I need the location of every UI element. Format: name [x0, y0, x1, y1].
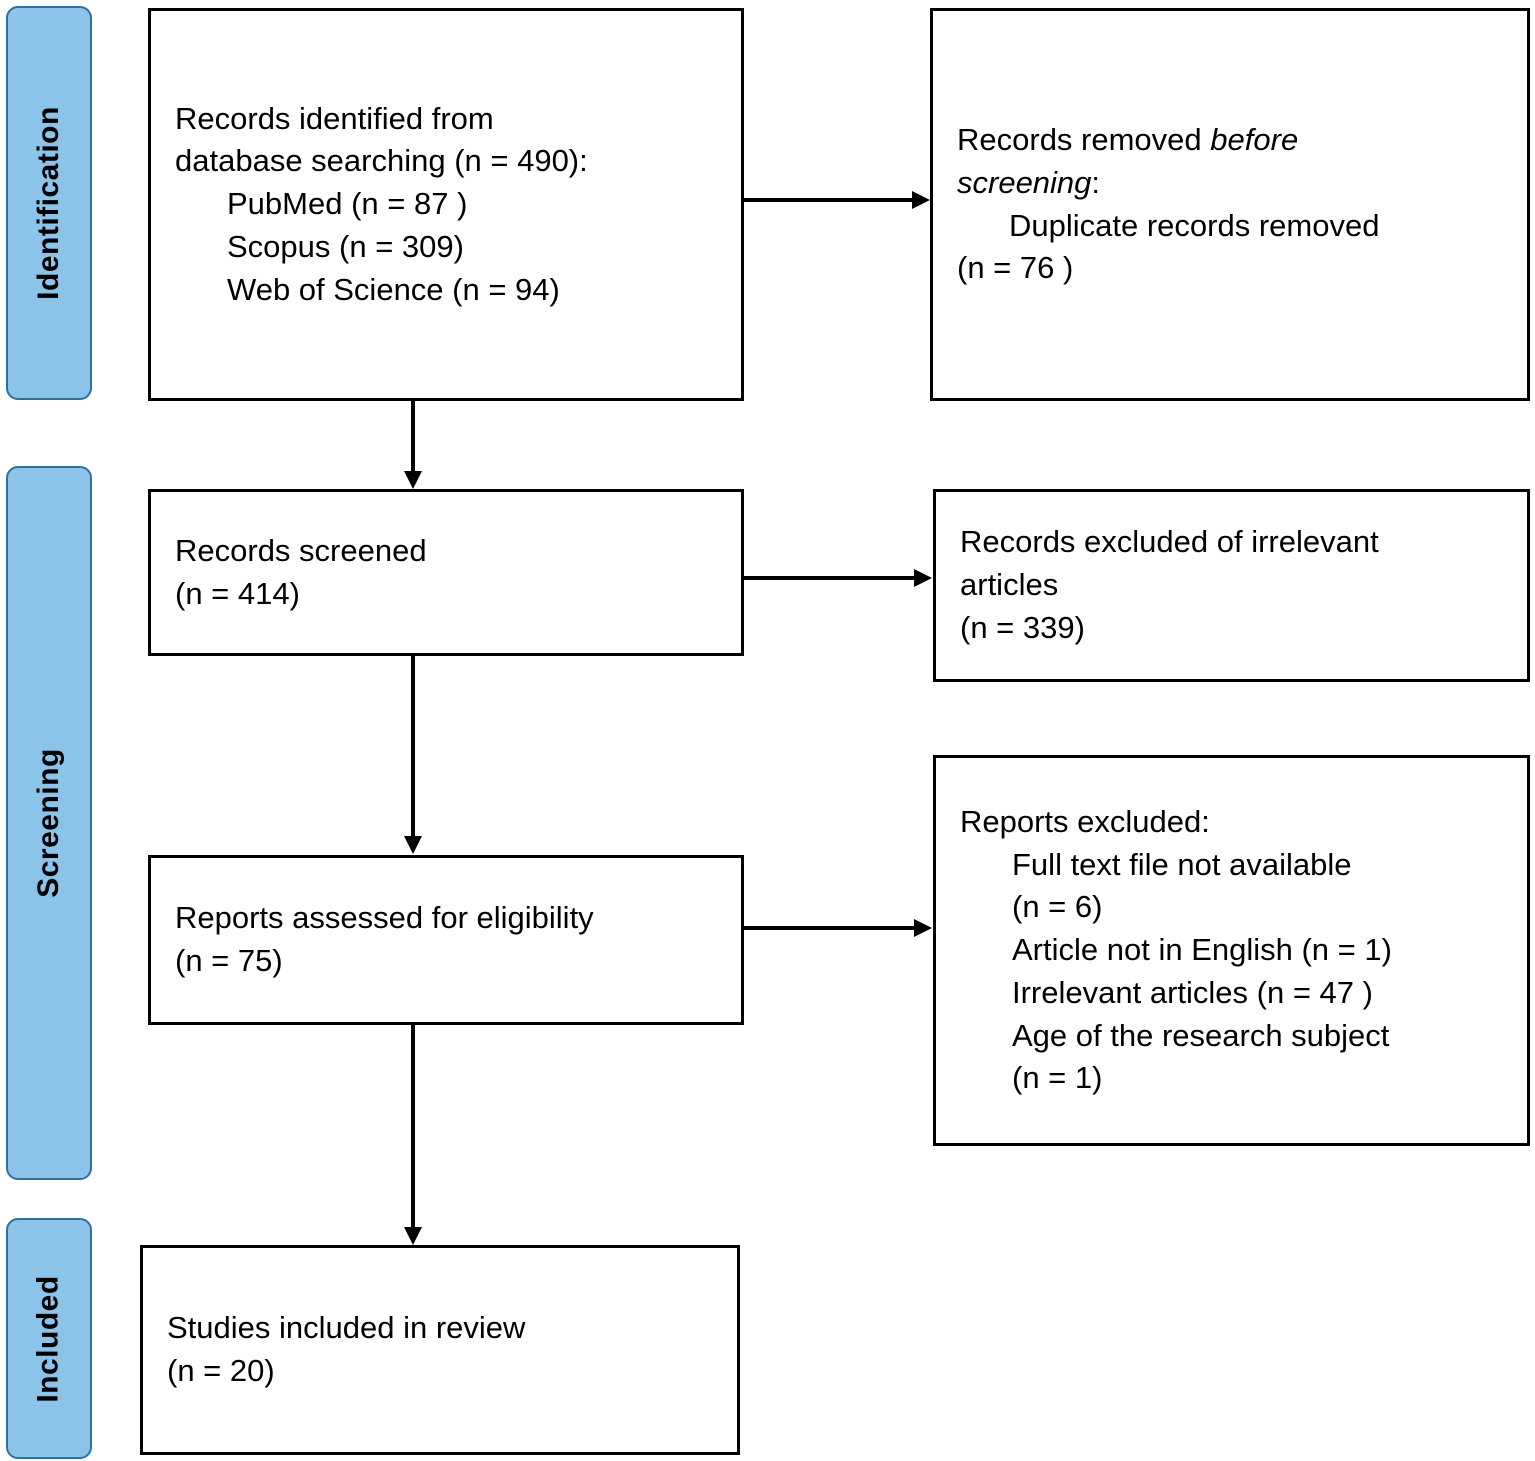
box-line: Web of Science (n = 94) [227, 271, 560, 307]
box-line: (n = 1) [1012, 1060, 1103, 1096]
arrow-identified-to-screened [398, 401, 428, 491]
box-line: Records excluded of irrelevant [960, 524, 1379, 560]
stage-label-screening-text: Screening [32, 748, 65, 898]
box-line: (n = 339) [960, 609, 1085, 645]
stage-label-included-text: Included [32, 1274, 65, 1403]
box-line: (n = 75) [175, 943, 283, 978]
box-records-identified [148, 8, 744, 401]
box-line: articles [960, 567, 1059, 603]
box-records-excluded [933, 489, 1530, 682]
box-line: Full text file not available [1012, 846, 1352, 882]
box-line: (n = 6) [1012, 889, 1103, 925]
arrow-screened-to-excluded [744, 563, 936, 593]
box-line: Duplicate records removed [1009, 207, 1380, 243]
box-line: Records identified from [175, 100, 494, 136]
box-line [957, 119, 1503, 162]
box-line: Article not in English (n = 1) [1012, 932, 1392, 968]
box-line: (n = 20) [167, 1353, 275, 1388]
box-line [957, 162, 1503, 205]
arrow-assessed-to-included [398, 1025, 428, 1247]
box-line: Reports excluded: [960, 803, 1210, 839]
box-line: (n = 76 ) [957, 250, 1074, 286]
box-line: (n = 414) [175, 575, 300, 611]
arrow-assessed-to-reports-excluded [744, 913, 936, 943]
stage-label-screening [6, 466, 92, 1180]
box-line: Studies included in review [167, 1310, 526, 1346]
box-line-emphasis: before [1210, 121, 1299, 157]
box-reports-excluded [933, 755, 1530, 1146]
box-line: Records screened [175, 532, 427, 568]
box-line: database searching (n = 490): [175, 143, 588, 179]
box-reports-assessed [148, 855, 744, 1025]
box-line: Scopus (n = 309) [227, 228, 464, 264]
arrow-screened-to-assessed [398, 656, 428, 856]
stage-label-identification [6, 6, 92, 400]
box-studies-included [140, 1245, 740, 1455]
arrow-identified-to-removed [744, 185, 934, 215]
box-line: Irrelevant articles (n = 47 ) [1012, 974, 1373, 1010]
box-records-removed [930, 8, 1530, 401]
box-line: PubMed (n = 87 ) [227, 186, 468, 222]
box-line: Age of the research subject [1012, 1017, 1390, 1053]
box-line: Reports assessed for eligibility [175, 900, 594, 936]
stage-label-included [6, 1218, 92, 1459]
box-records-screened [148, 489, 744, 656]
box-line-text: : [1091, 164, 1101, 200]
box-line-text: Records removed [957, 121, 1211, 157]
stage-label-identification-text: Identification [32, 106, 66, 300]
box-line-emphasis: screening [957, 164, 1092, 200]
